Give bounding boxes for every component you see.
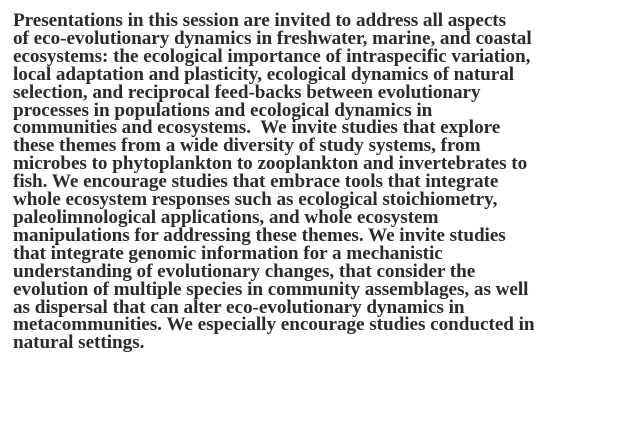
text-line: local adaptation and plasticity, ecological dynamics of natural <box>13 63 515 85</box>
text-line: that integrate genomic information for a mechanistic <box>13 242 443 264</box>
text-line: natural settings. <box>13 332 145 354</box>
text-line: whole ecosystem responses such as ecological stoichiometry, <box>13 189 498 211</box>
text-line: of eco-evolutionary dynamics in freshwater, marine, and coastal <box>13 27 532 49</box>
text-line: fish. We encourage studies that embrace tools that integrate <box>13 171 499 193</box>
session-description <box>13 12 628 352</box>
text-line: processes in populations and ecological dynamics in <box>13 99 433 121</box>
text-line: understanding of evolutionary changes, that consider the <box>13 260 476 282</box>
text-line: paleolimnological applications, and whole ecosystem <box>13 206 439 228</box>
text-line: microbes to phytoplankton to zooplankton and invertebrates to <box>13 153 528 175</box>
text-line: communities and ecosystems. We invite studies that explore <box>13 117 501 139</box>
text-line: evolution of multiple species in community assemblages, as well <box>13 278 529 300</box>
text-line: Presentations in this session are invited to address all aspects <box>13 10 507 31</box>
text-line: as dispersal that can alter eco-evolutionary dynamics in <box>13 296 465 318</box>
text-line: ecosystems: the ecological importance of intraspecific variation, <box>13 45 531 67</box>
text-line: metacommunities. We especially encourage studies conducted in <box>13 314 535 336</box>
text-line: manipulations for addressing these themes. We invite studies <box>13 224 506 246</box>
text-line: selection, and reciprocal feed-backs between evolutionary <box>13 81 481 103</box>
text-line: these themes from a wide diversity of study systems, from <box>13 135 481 157</box>
